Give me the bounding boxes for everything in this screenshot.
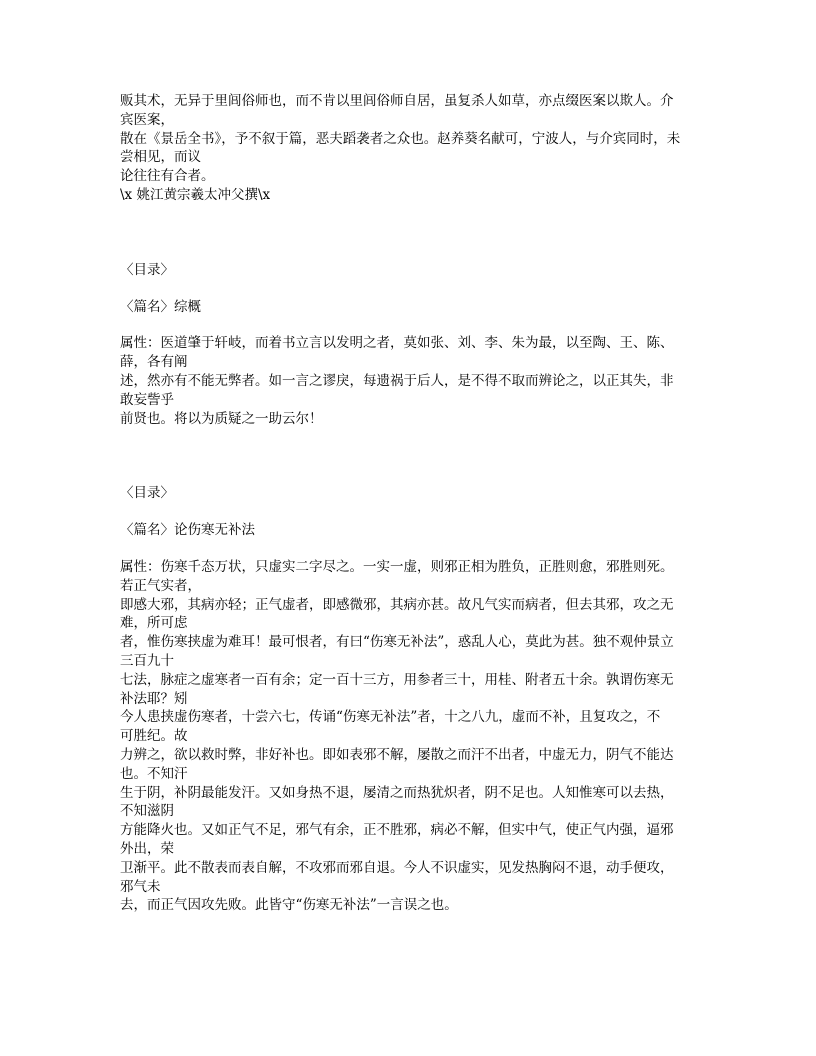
toc-heading: 〈目录〉 [120, 261, 174, 278]
text-line: 敢妄訾乎 [120, 391, 174, 408]
author-line: \x 姚江黄宗羲太冲父撰\x [120, 186, 271, 203]
text-line: 贩其术，无异于里闾俗师也，而不肯以里闾俗师自居，虽复杀人如草，亦点缀医案以欺人。介 [120, 93, 674, 109]
text-line: 方能降火也。又如正气不足，邪气有余，正不胜邪，病必不解，但实中气，使正气内强，逼邪 [120, 822, 674, 839]
text-line: 不知滋阴 [120, 803, 174, 820]
text-line: 述，然亦有不能无弊者。如一言之谬戾，每遗祸于后人，是不得不取而辨论之，以正其失，非 [120, 372, 674, 389]
text-line: 邪气未 [120, 878, 161, 895]
text-line: 外出，荣 [120, 840, 174, 857]
text-line: 补法耶？矧 [120, 690, 188, 707]
text-line: 去，而正气因攻先败。此皆守“伤寒无补法”一言误之也。 [120, 897, 458, 914]
text-line: 也。不知汗 [120, 765, 188, 782]
text-line: 前贤也。将以为质疑之一助云尔！ [120, 410, 323, 427]
section-overview [120, 261, 704, 429]
text-line: 力辨之，欲以救时弊，非好补也。即如表邪不解，屡散之而汗不出者，中虚无力，阴气不能达 [120, 746, 674, 763]
text-line: 尝相见，而议 [120, 149, 201, 166]
text-line: 三百九十 [120, 652, 174, 669]
text-line: 可胜纪。故 [120, 728, 188, 745]
text-line: 散在《景岳全书》，予不叙于篇，恶夫蹈袭者之众也。赵养葵名献可，宁波人，与介宾同时，未 [120, 130, 681, 147]
document-page [120, 92, 704, 915]
text-line: 今人患挟虚伤寒者，十尝六七，传诵“伤寒无补法”者，十之八九，虚而不补，且复攻之，不 [120, 709, 661, 726]
text-line: 宾医案， [120, 111, 174, 128]
text-line: 属性：伤寒千态万状，只虚实二字尽之。一实一虚，则邪正相为胜负，正胜则愈，邪胜则死。 [120, 558, 674, 575]
text-line: 难，所可虑 [120, 615, 188, 632]
text-line: 七法，脉症之虚寒者一百有余；定一百十三方，用参者三十，用桂、附者五十余。孰谓伤寒无 [120, 671, 674, 688]
text-line: 生于阴，补阴最能发汗。又如身热不退，屡清之而热犹炽者，阴不足也。人知惟寒可以去热， [120, 784, 674, 801]
chapter-title: 〈篇名〉论伤寒无补法 [120, 522, 255, 539]
text-line: 者，惟伤寒挟虚为难耳！最可恨者，有曰“伤寒无补法”，惑乱人心，莫此为甚。独不观仲景立 [120, 634, 674, 651]
text-line: 论往往有合者。 [120, 168, 215, 185]
text-line: 若正气实者， [120, 577, 201, 594]
text-line: 即感大邪，其病亦轻；正气虚者，即感微邪，其病亦甚。故凡气实而病者，但去其邪，攻之无 [120, 596, 674, 613]
chapter-title: 〈篇名〉综概 [120, 298, 201, 315]
text-line: 薛，各有阐 [120, 354, 188, 371]
section-cold-damage [120, 484, 704, 915]
intro-paragraph [120, 92, 704, 205]
toc-heading: 〈目录〉 [120, 485, 174, 502]
text-line: 属性：医道肇于轩岐，而着书立言以发明之者，莫如张、刘、李、朱为最，以至陶、王、陈、 [120, 335, 674, 352]
text-line: 卫渐平。此不散表而表自解，不攻邪而邪自退。今人不识虚实，见发热胸闷不退，动手便攻， [120, 859, 674, 876]
